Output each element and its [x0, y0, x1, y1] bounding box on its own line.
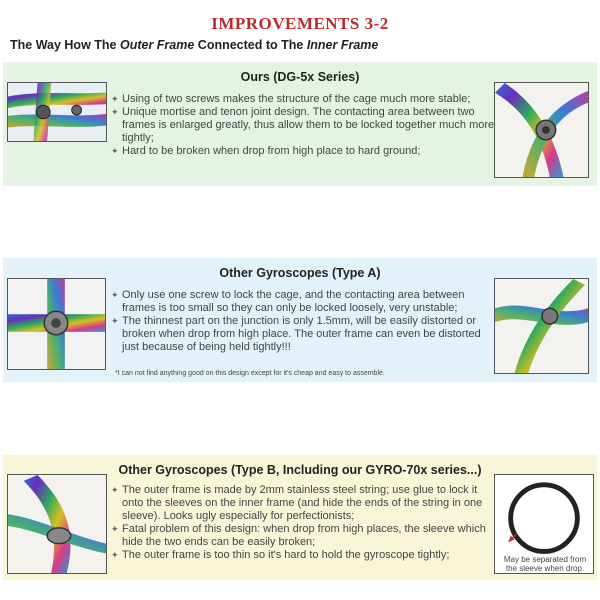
ours-bullet-3: ✦ Hard to be broken when drop from high place to hard ground; [111, 145, 495, 158]
type-b-bullet-1: ✦ The outer frame is made by 2mm stainless steel string; use glue to lock it onto the sleeves on the inner frame (and hide the ends of the string in one sleeve). Looks ugly especially for perfectionists; [111, 484, 495, 523]
type-a-joint-photo-right [494, 278, 589, 374]
subtitle-outer-frame: Outer Frame [119, 38, 195, 52]
type-b-bullet-3: ✦ The outer frame is too thin so it's hard to hold the gyroscope tightly; [111, 549, 495, 562]
type-b-bullet-list [111, 484, 495, 562]
type-b-bullet-2: ✦ Fatal problem of this design: when drop from high places, the sleeve which hide the two ends can be easily broken; [111, 523, 495, 549]
page-title: IMPROVEMENTS 3-2 [211, 14, 389, 33]
section-type-b [3, 455, 597, 580]
type-a-bullet-list [111, 289, 495, 354]
section-ours [3, 62, 597, 186]
type-b-ring-photo [494, 474, 594, 574]
subtitle-part-2: Connected to The [194, 38, 307, 52]
ours-joint-photo-left [7, 82, 107, 142]
type-a-bullet-1: ✦ Only use one screw to lock the cage, and the contacting area between frames is too small so they can only be locked loosely, very unstable; [111, 289, 495, 315]
section-title: Other Gyroscopes (Type B, Including our GYRO-70x series...) [118, 463, 482, 477]
ours-bullet-1: ✦ Using of two screws makes the structure of the cage much more stable; [111, 93, 495, 106]
type-a-bullet-2: ✦ The thinnest part on the junction is only 1.5mm, will be easily distorted or broken when drop from high place. The outer frame can even be distorted just because of being held tightly!!! [111, 315, 495, 354]
type-a-footnote: *I can not find anything good on this design except for it's cheap and easy to assemble. [115, 370, 385, 377]
type-b-ring-caption: May be separated from the sleeve when drop. [503, 555, 587, 573]
ours-bullet-list [111, 93, 495, 158]
ours-bullet-2: ✦ Unique mortise and tenon joint design. The contacting area between two frames is enlarged greatly, thus allow them to be locked together much more tightly; [111, 106, 495, 145]
section-title: Ours (DG-5x Series) [240, 70, 360, 84]
section-type-a [3, 258, 597, 382]
section-title: Other Gyroscopes (Type A) [219, 266, 381, 280]
type-b-joint-photo-left [7, 474, 107, 574]
page-subtitle [10, 38, 378, 52]
subtitle-inner-frame: Inner Frame [306, 38, 379, 52]
ours-joint-photo-right [494, 82, 589, 178]
subtitle-part-1: The Way How The [10, 38, 120, 52]
type-a-joint-photo-left [7, 278, 106, 370]
